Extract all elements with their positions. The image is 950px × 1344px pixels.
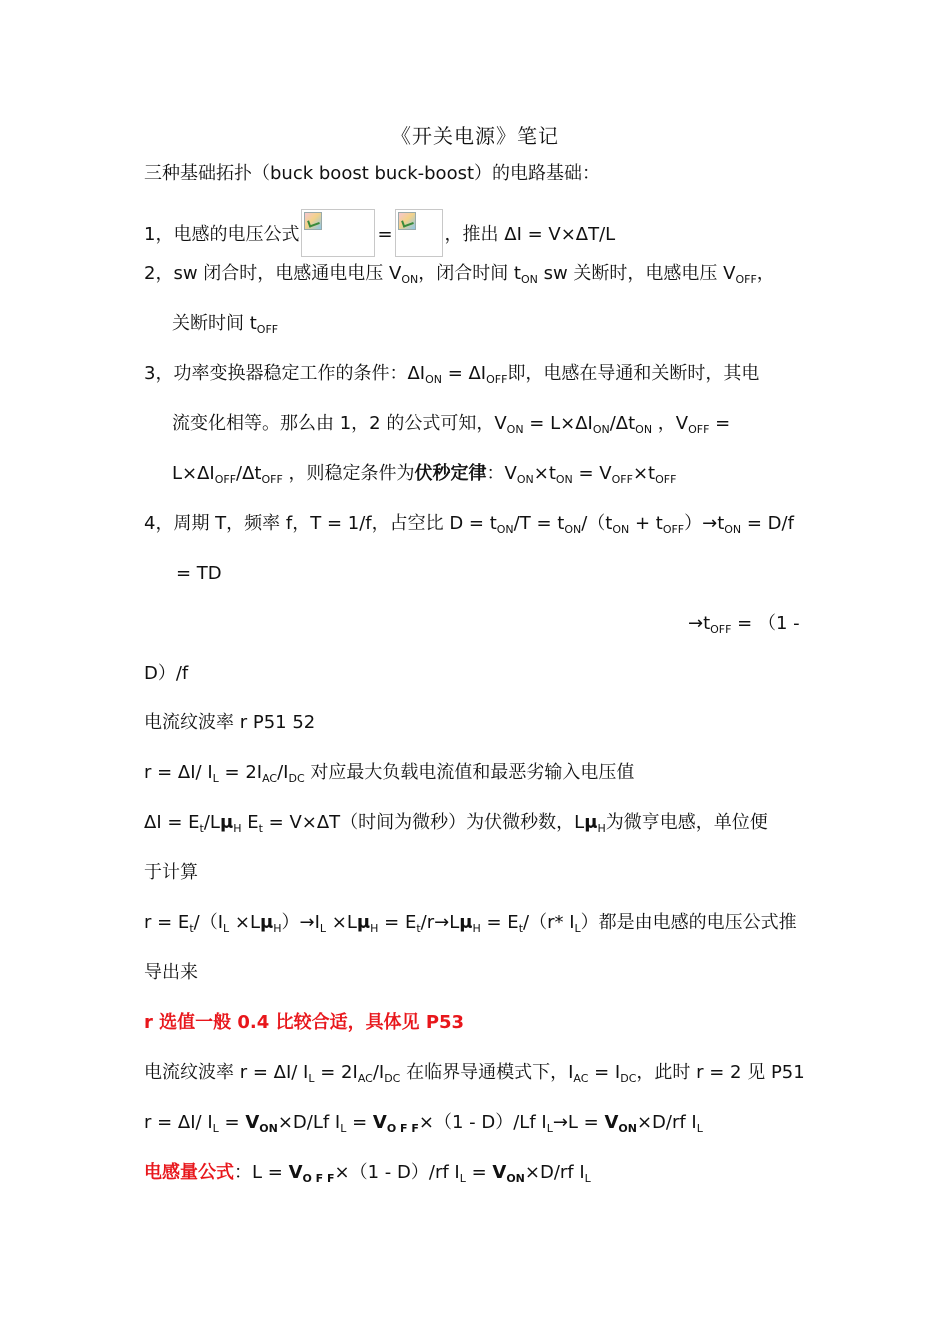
subscript: DC (620, 1072, 637, 1085)
subscript: AC (262, 772, 278, 785)
text: 对应最大负载电流值和最恶劣输入电压值 (304, 762, 635, 783)
subscript: ON (401, 273, 419, 286)
text: /Δt (236, 463, 262, 484)
subscript: ON (506, 423, 524, 436)
subscript: H (472, 922, 481, 935)
subscript: L (340, 1122, 347, 1135)
bold-v: V (604, 1112, 619, 1133)
subscript: L (223, 922, 230, 935)
text: sw 关断时，电感电压 V (537, 263, 736, 284)
line-2-cont (172, 311, 278, 343)
bold-v: V (372, 1112, 387, 1133)
subscript: L (308, 1072, 315, 1085)
subscript: ON (516, 473, 534, 486)
bold-v: V (492, 1162, 507, 1183)
text: = (709, 413, 731, 434)
text: = (465, 1162, 493, 1183)
text: = ΔI (441, 363, 487, 384)
text: /（t (581, 513, 613, 534)
r-derivation (144, 910, 797, 942)
text: 1，电感的电压公式 (144, 224, 300, 245)
page-title: 《开关电源》笔记 (391, 124, 559, 148)
subscript: ON (496, 523, 514, 536)
text: E (241, 812, 259, 833)
red-label: 电感量公式 (144, 1162, 234, 1183)
text: = I (588, 1062, 621, 1083)
subscript: AC (573, 1072, 589, 1085)
subscript: ON (592, 423, 610, 436)
mu-symbol: μ (260, 912, 274, 933)
text: →t (688, 613, 711, 634)
bold-term: 伏秒定律 (414, 463, 487, 484)
subscript: L (459, 1172, 466, 1185)
broken-image-icon (398, 212, 416, 230)
text: 流变化相等。那么由 1，2 的公式可知，V (172, 413, 507, 434)
text: = 2I (218, 762, 263, 783)
text: ×t (632, 463, 656, 484)
formula-image-1 (301, 209, 375, 257)
text: ×（1 - D）/Lf I (418, 1112, 547, 1133)
text: 在临界导通模式下，I (400, 1062, 574, 1083)
subscript: OFF (261, 473, 283, 486)
ripple-heading: 电流纹波率 r P51 52 (144, 712, 316, 733)
line-1 (144, 211, 615, 259)
inductance-derivation (144, 1110, 703, 1142)
subscript: ON (635, 423, 653, 436)
text: = (377, 224, 393, 245)
text: ，推出 ΔI = V×ΔT/L (444, 224, 616, 245)
subscript: ON (618, 1122, 637, 1135)
text: r = ΔI/ I (144, 762, 213, 783)
text: = 2I (314, 1062, 358, 1083)
text: = (346, 1112, 373, 1133)
text: /I (372, 1062, 385, 1083)
text: ：V (486, 463, 517, 484)
text: = （1 - (731, 613, 800, 634)
text: ×L (229, 912, 260, 933)
text: /Δt (609, 413, 636, 434)
subscript: OFF (611, 473, 633, 486)
subscript: ON (520, 273, 538, 286)
text: 即，电感在导通和关断时，其电 (507, 363, 760, 384)
text: →L = (552, 1112, 605, 1133)
text: + t (629, 513, 663, 534)
text: L×ΔI (172, 463, 215, 484)
line-3 (144, 361, 759, 393)
text: ，闭合时间 t (418, 263, 521, 284)
subscript: H (370, 922, 379, 935)
text: /（I (193, 912, 224, 933)
subscript: t (416, 922, 421, 935)
text: = V×ΔT（时间为微秒）为伏微秒数，L (262, 812, 585, 833)
line-3-cont (172, 411, 730, 443)
text: 关断时间 t (172, 313, 257, 334)
subscript: L (584, 1172, 591, 1185)
critical-mode-line (144, 1060, 805, 1092)
subscript: t (258, 822, 263, 835)
subscript: ON (564, 523, 582, 536)
text: = D/f (741, 513, 794, 534)
text: /T = t (513, 513, 565, 534)
ripple-formula (144, 760, 634, 792)
subscript: ON (724, 523, 742, 536)
subscript: L (696, 1122, 703, 1135)
bold-v: V (288, 1162, 303, 1183)
subscript: OFF (662, 523, 685, 536)
subscript: OFF (256, 323, 279, 336)
text: = V (572, 463, 612, 484)
text: 为微亨电感，单位便 (605, 812, 768, 833)
text: ）→t (684, 513, 725, 534)
text: r = E (144, 912, 190, 933)
text: = (218, 1112, 246, 1133)
text: 2，sw 闭合时，电感通电电压 V (144, 263, 402, 284)
text: /I (277, 762, 289, 783)
delta-i-formula-cont: 于计算 (144, 862, 198, 883)
subscript: OFF (486, 373, 508, 386)
text: ×D/rf I (524, 1162, 585, 1183)
delta-i-formula (144, 810, 768, 842)
subscript: ON (612, 523, 630, 536)
intro-line: 三种基础拓扑（buck boost buck-boost）的电路基础： (144, 163, 601, 184)
subscript: DC (384, 1072, 401, 1085)
text: ，则稳定条件为 (282, 463, 415, 484)
text: ：L = (234, 1162, 289, 1183)
text: /r→L (420, 912, 460, 933)
subscript: OFF (214, 473, 237, 486)
text: ，V (652, 413, 689, 434)
subscript: H (233, 822, 242, 835)
line-3-cont-2 (172, 461, 676, 493)
line-4-end: D）/f (144, 663, 189, 684)
subscript: O F F (302, 1172, 335, 1185)
subscript: AC (357, 1072, 373, 1085)
subscript: L (212, 1122, 219, 1135)
subscript: OFF (688, 423, 710, 436)
subscript: H (597, 822, 606, 835)
text: ×（1 - D）/rf I (334, 1162, 460, 1183)
broken-image-icon (304, 212, 322, 230)
text: = E (480, 912, 519, 933)
text: r = ΔI/ I (144, 1112, 213, 1133)
subscript: t (189, 922, 194, 935)
text: ）都是由电感的电压公式推 (580, 912, 797, 933)
mu-symbol: μ (459, 912, 473, 933)
text: /L (203, 812, 220, 833)
line-4 (144, 511, 794, 543)
text: = L×ΔI (523, 413, 593, 434)
subscript: OFF (655, 473, 677, 486)
subscript: H (273, 922, 282, 935)
subscript: OFF (735, 273, 757, 286)
line-4-toff (688, 611, 800, 643)
text: 4，周期 T，频率 f，T = 1/f，占空比 D = t (144, 513, 497, 534)
formula-image-2 (395, 209, 443, 257)
subscript: OFF (710, 623, 732, 636)
subscript: DC (288, 772, 305, 785)
subscript: t (199, 822, 204, 835)
text: 电流纹波率 r = ΔI/ I (144, 1062, 309, 1083)
subscript: L (574, 922, 581, 935)
text: ）→I (281, 912, 320, 933)
text: ×D/rf I (636, 1112, 697, 1133)
text: ×D/Lf I (277, 1112, 341, 1133)
subscript: ON (555, 473, 573, 486)
subscript: ON (506, 1172, 525, 1185)
text: ， (756, 263, 775, 284)
text: ，此时 r = 2 见 P51 (636, 1062, 805, 1083)
text: 3，功率变换器稳定工作的条件：ΔI (144, 363, 426, 384)
subscript: L (546, 1122, 553, 1135)
mu-symbol: μ (219, 812, 234, 833)
subscript: ON (259, 1122, 278, 1135)
line-2 (144, 261, 775, 293)
r-selection-note: r 选值一般 0.4 比较合适，具体见 P53 (144, 1012, 465, 1033)
text: ×t (533, 463, 556, 484)
bold-v: V (245, 1112, 260, 1133)
mu-symbol: μ (584, 812, 598, 833)
subscript: L (212, 772, 219, 785)
text: /（r* I (523, 912, 575, 933)
text: ×L (326, 912, 357, 933)
inductance-formula (144, 1160, 591, 1192)
r-derivation-cont: 导出来 (144, 962, 198, 983)
subscript: O F F (386, 1122, 419, 1135)
subscript: ON (425, 373, 442, 386)
line-4-cont: = TD (176, 563, 222, 584)
mu-symbol: μ (356, 912, 371, 933)
subscript: t (518, 922, 524, 935)
text: ΔI = E (144, 812, 200, 833)
subscript: L (319, 922, 327, 935)
text: = E (378, 912, 417, 933)
